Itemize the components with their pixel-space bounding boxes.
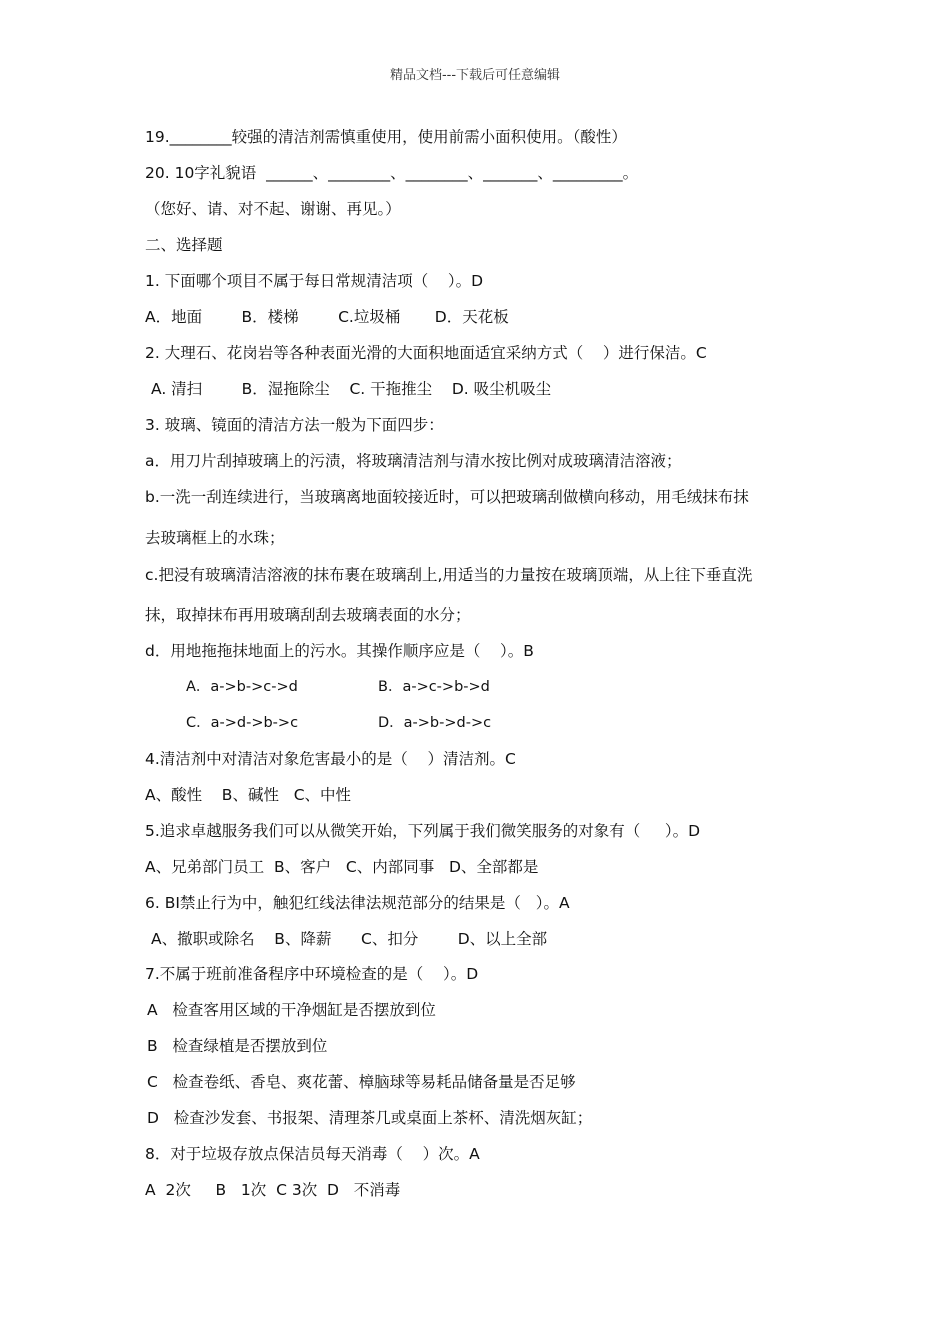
question-3-option-d: D．a->b->d->c — [378, 715, 492, 731]
question-3-step-b-cont: 去玻璃框上的水珠； — [145, 529, 285, 547]
question-3-option-b: B．a->c->b->d — [378, 679, 490, 695]
question-8: 8．对于垃圾存放点保洁员每天消毒（ ）次。A — [145, 1145, 480, 1163]
question-6: 6. BI禁止行为中，触犯红线法律法规范部分的结果是（ ）。A — [145, 894, 570, 912]
question-20: 20. 10字礼貌语 ______、________、________、_______、_________。 — [145, 164, 639, 182]
question-20-answer: （您好、请、对不起、谢谢、再见。） — [145, 200, 401, 218]
question-7-option-d: D 检查沙发套、书报架、清理茶几或桌面上茶杯、清洗烟灰缸； — [147, 1109, 593, 1127]
page-header: 精品文档---下载后可任意编辑 — [389, 68, 561, 83]
question-7-option-a: A 检查客用区域的干净烟缸是否摆放到位 — [147, 1001, 436, 1019]
question-4-options: A、酸性 B、碱性 C、中性 — [145, 786, 352, 804]
question-6-options: A、撤职或除名 B、降薪 C、扣分 D、以上全部 — [151, 930, 548, 948]
question-2: 2. 大理石、花岗岩等各种表面光滑的大面积地面适宜采纳方式（ ）进行保洁。C — [145, 344, 707, 362]
question-3-step-a: a．用刀片刮掉玻璃上的污渍，将玻璃清洁剂与清水按比例对成玻璃清洁溶液； — [145, 452, 682, 470]
question-5: 5.追求卓越服务我们可以从微笑开始，下列属于我们微笑服务的对象有（ ）。D — [145, 822, 701, 840]
question-3-option-a: A．a->b->c->d — [186, 679, 298, 695]
question-3-step-c: c.把浸有玻璃清洁溶液的抹布裹在玻璃刮上,用适当的力量按在玻璃顶端，从上往下垂直洗 — [145, 566, 753, 584]
question-2-options: A. 清扫 B．湿拖除尘 C. 干拖推尘 D. 吸尘机吸尘 — [151, 380, 552, 398]
question-8-options: A 2次 B 1次 C 3次 D 不消毒 — [145, 1181, 401, 1199]
question-3-step-b: b.一洗一刮连续进行，当玻璃离地面较接近时，可以把玻璃刮做横向移动，用毛绒抹布抹 — [145, 488, 749, 506]
question-1: 1. 下面哪个项目不属于每日常规清洁项（ ）。D — [145, 272, 484, 290]
question-3-step-d: d．用地拖拖抹地面上的污水。其操作顺序应是（ ）。B — [145, 642, 534, 660]
question-3: 3. 玻璃、镜面的清洁方法一般为下面四步： — [145, 416, 444, 434]
question-7-option-c: C 检查卷纸、香皂、爽花蕾、樟脑球等易耗品储备量是否足够 — [147, 1073, 576, 1091]
question-5-options: A、兄弟部门员工 B、客户 C、内部同事 D、全部都是 — [145, 858, 539, 876]
question-3-option-c: C．a->d->b->c — [186, 715, 299, 731]
question-7-option-b: B 检查绿植是否摆放到位 — [147, 1037, 328, 1055]
question-1-options: A．地面 B．楼梯 C.垃圾桶 D．天花板 — [145, 308, 509, 326]
section-heading-choice: 二、选择题 — [145, 236, 223, 254]
question-4: 4.清洁剂中对清洁对象危害最小的是（ ）清洁剂。C — [145, 750, 516, 768]
question-7: 7.不属于班前准备程序中环境检查的是（ ）。D — [145, 965, 479, 983]
question-3-step-c-cont: 抹，取掉抹布再用玻璃刮刮去玻璃表面的水分； — [145, 606, 471, 624]
question-19: 19.________较强的清洁剂需慎重使用，使用前需小面积使用。（酸性） — [145, 128, 627, 146]
